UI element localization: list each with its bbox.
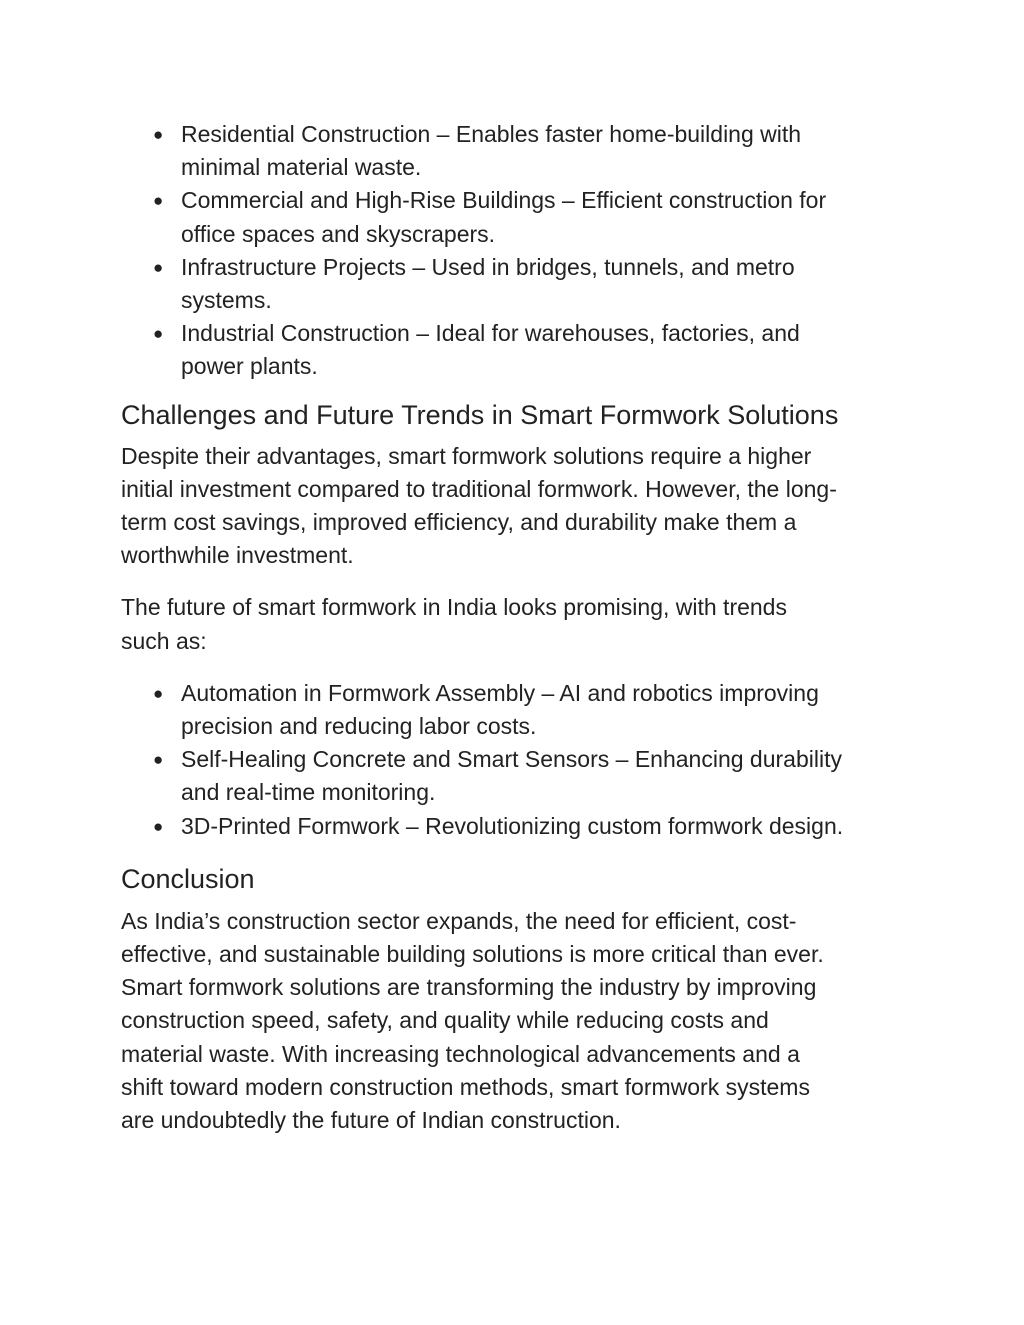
- paragraph-line: material waste. With increasing technological advancements and a: [121, 1040, 800, 1067]
- trends-list: [121, 677, 921, 843]
- paragraph-line: are undoubtedly the future of Indian construction.: [121, 1107, 621, 1134]
- paragraph-challenges-intro: [121, 440, 921, 573]
- paragraph-line: The future of smart formwork in India looks promising, with trends: [121, 594, 787, 621]
- bullet-icon: ●: [153, 125, 164, 144]
- list-item-line: Commercial and High-Rise Buildings – Efficient construction for: [181, 187, 827, 214]
- applications-list: [121, 118, 921, 384]
- bullet-icon: ●: [153, 683, 164, 703]
- list-item: [121, 743, 921, 809]
- bullet-icon: ●: [153, 816, 164, 836]
- paragraph-line: shift toward modern construction methods, smart formwork systems: [121, 1073, 810, 1100]
- list-item-line: 3D-Printed Formwork – Revolutionizing custom formwork design.: [181, 812, 844, 839]
- document-page: [121, 118, 921, 1137]
- list-item-line: Infrastructure Projects – Used in bridges, tunnels, and metro: [181, 253, 795, 280]
- list-item-line: Residential Construction – Enables faster home-building with: [181, 121, 802, 147]
- list-item: [121, 317, 921, 383]
- list-item: [121, 118, 921, 184]
- section-heading-conclusion: Conclusion: [121, 863, 255, 894]
- paragraph-line: As India’s construction sector expands, the need for efficient, cost-: [121, 907, 797, 934]
- paragraph-line: Smart formwork solutions are transforming the industry by improving: [121, 974, 817, 1001]
- list-item-line: and real-time monitoring.: [181, 779, 436, 806]
- paragraph-line: term cost savings, improved efficiency, and durability make them a: [121, 509, 797, 536]
- list-item-line: Industrial Construction – Ideal for warehouses, factories, and: [181, 320, 800, 347]
- list-item: [121, 251, 921, 317]
- paragraph-line: Despite their advantages, smart formwork solutions require a higher: [121, 442, 812, 469]
- bullet-icon: ●: [153, 191, 164, 211]
- paragraph-future-trends: [121, 591, 921, 657]
- list-item-line: office spaces and skyscrapers.: [181, 220, 496, 247]
- paragraph-conclusion: [121, 905, 921, 1137]
- list-item-line: Self-Healing Concrete and Smart Sensors – Enhancing durability: [181, 746, 842, 773]
- paragraph-line: construction speed, safety, and quality while reducing costs and: [121, 1007, 769, 1034]
- bullet-icon: ●: [153, 324, 164, 344]
- list-item-line: systems.: [181, 287, 272, 314]
- list-item-line: power plants.: [181, 353, 318, 380]
- list-item-line: Automation in Formwork Assembly – AI and robotics improving: [181, 679, 819, 706]
- list-item-line: precision and reducing labor costs.: [181, 713, 537, 740]
- paragraph-line: such as:: [121, 627, 207, 654]
- bullet-icon: ●: [153, 750, 164, 770]
- paragraph-line: worthwhile investment.: [121, 542, 354, 569]
- bullet-icon: ●: [153, 257, 164, 277]
- list-item: [121, 810, 921, 843]
- list-item-line: minimal material waste.: [181, 154, 422, 181]
- section-heading-challenges: Challenges and Future Trends in Smart Formwork Solutions: [121, 399, 839, 430]
- paragraph-line: effective, and sustainable building solutions is more critical than ever.: [121, 941, 824, 968]
- paragraph-line: initial investment compared to traditional formwork. However, the long-: [121, 475, 837, 502]
- list-item: [121, 184, 921, 250]
- list-item: [121, 677, 921, 743]
